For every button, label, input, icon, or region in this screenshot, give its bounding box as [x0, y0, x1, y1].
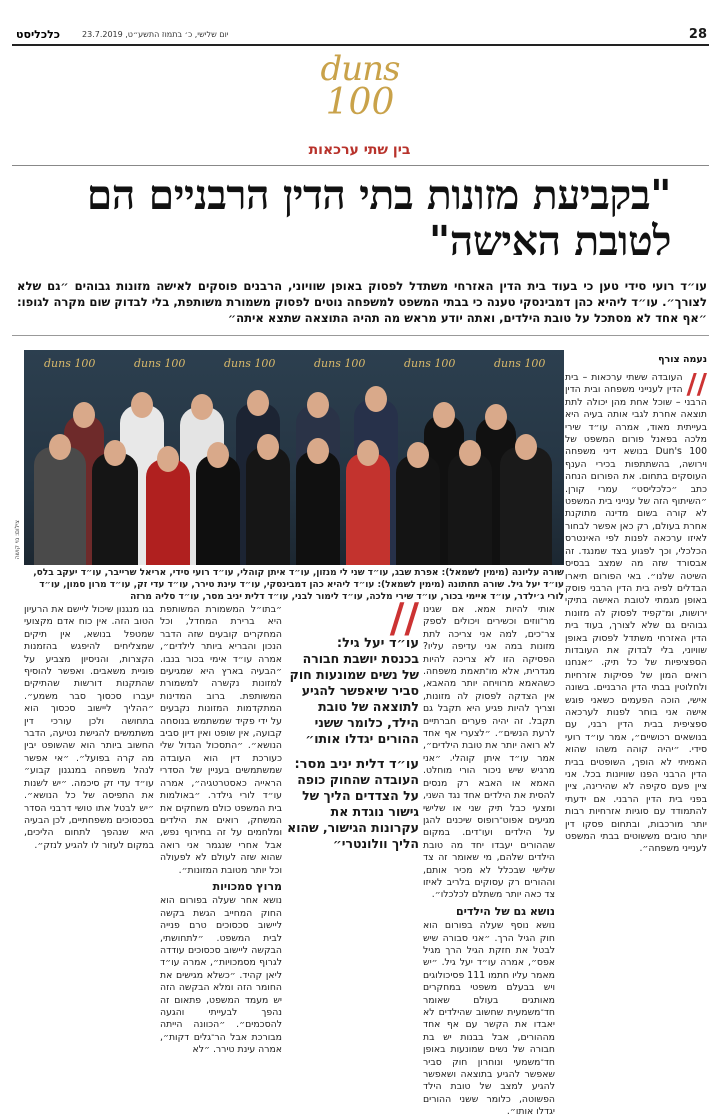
person-figure: [346, 453, 390, 565]
person-head: [515, 434, 537, 460]
person-head: [191, 394, 213, 420]
backdrop-logo: duns 100: [44, 357, 96, 370]
column-right-text: העובדה ששתי ערכאות – בית הדין לענייני משפחה ובית הדין הרבני – שוכל אחת מהן יכולה לתת תוצאה אחרת לגבי אותה בעיה היא בעייתית מאוד, אמרה עו״ד שירי מלכה בפאנל פורום המשפט של Dun's 100 בנושא דיני משפחה וירושה, בהשתתפות בכירי הענף העוסקים בתחום. את הפורום הנחה כתב ״כלכליסט״ עמרי קורן. ״השיתוף הזה של ענייני בית המשפט לא קורה בשום מדינה מתוקנת אחרת בעולם, רק כאן אפשר לבחור לאיזו ערכאה לפנות לפי האינטרס הכלכלי, וכך לפגוע בצד שמנגד. זה אבסורד שזה מה שמצב בבסיס השיטה שלנו״. באי הפורום תיארו הבדלים לפיה בית הדין הרבני פוסק באופן מגמתי לטובת האישה בתיקי ירושות, ומ־קפיד לפסוק לה מזונות גבוהים גם שלא לצורך, בעוד בית הדין האזרחי משתדל לפסוק באופן שוויוני, בלי לבדוק את העובדות הספציפיות של כל תיק. ״אנחנו רואים המון של פסיקות אזרחיות ולחלוטין בבתי הדין הרבניים. בשונה אישי, הוכה הפעמים כשאני פוגש אישה אני בוחר לפנות לערכאה ספציפית בבית הדין רבני, עם בנושאים רכושיים״, אמר עו״ד רועי סידי. ״יהיה קוהה משהו שהוא האמיתי לא הופך, השופטים בבית הדין הרבני הפנו שוויונות בכל. אני ציין פעם סקיפה לא שהירינה, ציין בפני בית הדין הרבני. אם ידעתי להתמודד עם סוגיות אזרחיות רבות יותר מורכבות, ובתחום פסקו דין יותר טובים מששוטים בבתי המשפט לענייני משפחה״.: [565, 372, 708, 855]
person-figure: [34, 447, 86, 565]
column-b-text: ״בתו״ל המשמורת המשותפת היא ברירת המחדל, וכל המחקרים קובעים שזה הדבר הנכון והבריא ביותר לילדים״, אמרה עו״ד אימי בכור בנבו. ״הבעיה בארץ היא שמגיעים למזונות נקשרה למשמורת המשותפת. ברוב המדינות המתקדמות המזונות נקבעים על ידי פקיד שמשתמש בנוסחה קבועה, אין שופט ואין דיון סביב הנושא״. ״התסכול הגדול שלי כעורכת דין הוא העובדה שמשתמשים בעניין של הסדרי הראייה כאסטרטגיה״, אמרה עו״ד לורי גילדר. ״באולמות בית המשפט כולם משחקים את המשחק, רואים את הילדים ומלחמים על זה בחירוף נפש, אבל אחרי שנגמר אני רואה שהוא שזה לעולם לא לפעולה וכל יותר מטובת המזונות״.: [160, 604, 282, 876]
person-head: [307, 392, 329, 418]
logo-line1: duns: [320, 49, 400, 89]
backdrop-logo: duns 100: [404, 357, 456, 370]
person-head: [485, 404, 507, 430]
person-head: [104, 440, 126, 466]
person-figure: [296, 451, 340, 565]
person-figure: [396, 455, 440, 565]
subheadline: עו״ד רועי סידי טען כי בעוד בית הדין האזרחי משתדל לפסוק באופן שוויוני, הרבנים פוסקים לאישה מזונות גבוהים ״גם שלא לצורך״. עו״ד ליהיא כהן דמבינסקי טענה כי בבתי המשפט למשפחה נוטים לפסוק משמורת משותפת, בלי לבדוק שום מקרה לגופו: ״אף אחד לא מסתכל על טובת הילדים, ואתה יודע מראש מה תהיה התוצאה שתצא איתה״: [17, 279, 707, 325]
pull-quote-text: בכנסת יושבת חבורה של נשים שמונעות חוק סביר שיאפשר להגיע לתוצאה של טובת הילד, כלומר ששני ההורים יגדלו אותו״: [289, 651, 419, 746]
person-head: [433, 402, 455, 428]
backdrop-logo: duns 100: [494, 357, 546, 370]
person-head: [131, 392, 153, 418]
column-b-subheading: מרוץ סמכויות: [212, 879, 282, 893]
author-byline: נעמה צורף: [658, 354, 707, 365]
pull-quote-speaker: עו״ד יעל גיל:: [336, 636, 419, 651]
person-figure: [500, 447, 552, 565]
backdrop-logo: duns 100: [224, 357, 276, 370]
person-head: [157, 446, 179, 472]
article-column-c: [24, 604, 154, 994]
person-head: [307, 438, 329, 464]
backdrop-logo: duns 100: [134, 357, 186, 370]
quote-glyph: //: [389, 595, 419, 642]
dateline: יום שלישי, כ׳ בתמוז התשע״ט, 23.7.2019: [82, 30, 229, 39]
person-head: [247, 390, 269, 416]
group-photo: [24, 350, 564, 565]
person-head: [407, 442, 429, 468]
photo-credit: צילום: נוי קושה: [14, 520, 21, 560]
pull-quote-speaker: עו״ד דלית יניב מסר:: [294, 757, 419, 772]
backdrop-logo: duns 100: [314, 357, 366, 370]
page-header: [12, 26, 709, 46]
person-head: [365, 386, 387, 412]
person-figure: [92, 453, 138, 565]
quote-glyph: //: [686, 367, 707, 400]
pull-quote: [287, 595, 419, 949]
person-figure: [448, 453, 492, 565]
article-column-b: [160, 604, 282, 1056]
person-figure: [246, 447, 290, 565]
duns100-logo: [300, 49, 420, 126]
person-figure: [146, 459, 190, 565]
person-head: [207, 442, 229, 468]
article-divider: [12, 335, 709, 336]
person-figure: [196, 455, 240, 565]
section-divider: [12, 165, 709, 166]
publication-brand: כלכליסט: [16, 28, 60, 41]
article-column-a: [423, 604, 555, 1118]
person-head: [459, 440, 481, 466]
logo-line2: 100: [325, 82, 395, 123]
person-head: [257, 434, 279, 460]
column-b-text-2: נושא אחר שעלה בפורום הוא החוק המחייב הגשת בקשה ליישוב סכסוכים טרם פנייה לבית המשפט. ״לתחושתי, הבקשה ליישוב סכסוכים עודדה לגרוף מסמכויות״, אמרה עו״ד ליאן קהיד. ״כשלא מגישים את החומר הזה ומלא הבקשה הזה יש מעמד המשפט, פתאום זה נהפך לבעייתי והגעה להסכמים״. ״הכוונה הייתה מבורכת אבל הר־גלים דקות״, אמרה עינת טירר. ״לא: [160, 895, 282, 1056]
pull-quote-text: העובדה שהחוק כופה על הצדדים הליך של גישור נוגדת את עקרונות הגישור, שהוא הליך וולונטרי״: [287, 772, 419, 851]
article-column-right: [565, 367, 708, 992]
person-head: [49, 434, 71, 460]
photo-caption: שורה עליונה (מימין לשמאל): אפרת שבג, עו״ד שני לי מנזון, עו״ד איתן קוהלי, עו״ד רועי סידי, אריאל שרייבר, עו״ד יעקב בלס, עו״ד יעל גיל. שורה תחתונה (מימין לשמאל): עו״ד ליהיא כהן דמבינסקי, עו״ד עינת טירר, עו״ד עדי זק, עו״ד מרון סמון, עו״ד לורי ג׳ילדר, עו״ד איימי בכור, עו״ד שירי מלכה, עו״ד לימור לבני, עו״ד דלית יניב מסר, עו״ד סליה מרזה: [33, 568, 564, 602]
person-head: [357, 440, 379, 466]
headline: "בקביעת מזונות בתי הדין הרבניים הם לטובת האישה": [86, 171, 671, 265]
person-head: [73, 402, 95, 428]
page-number: 28: [688, 27, 707, 42]
column-a-subheading: נושא גם של הילדים: [456, 904, 555, 918]
column-a-text: אותי להיות אמא. אם שגינו מר־ווזים וכשירים ויכולים לספק צר־כים, למה אני צריכה לתת מזונות במה אני עדיפה עליו? הפסיקה הזו לא צריכה להיות מגדרית, אלא מו־תאמת משפחה. כשהאמא מרוויחה יותר מהאבא, אין הצדקה לפסוק לה מזונות, וצריך להיות פגיע היא תקבל גם תקבל. זה יהיה פערים חברתיים לרעת הנשים״. ״לצערי אף אחד לא רואה יותר את טובת הילדים״, אמר עו״ד איתן קוהלי. ״אני מרגיש שיש ניכור הורי מוחלט. האמא או האבא רק מנסים להסית את הילדים אחד נגד השני, ומצעי כבל תיק שני או שלישי מגיעים אפוט־רופוס שיכנים להגן על הילדים ועו־דים. במקום שההורים יעבדו יחד מה טובת הילדים שלהם, מי שאומר זה צד שלישי שבכלל לא מכיר אותם, וההורים רק עסוקים בלריב לאיזו צד כאה יותר משתלם לכלכלו״.: [423, 604, 555, 901]
column-a-text-2: נושא נוסף שעלה בפורום הוא חוק הגיל הרך. ״אני סבורה שיש לבטל את חזקת הגיל הרך מגיל אפס״, אמרה עו״ד יעל גיל. ״יש מאמר עליו חתמו 111 פסיכולוגים ויש בבעלם משפטי במחקרים מאותגים בעולם שאומר חד־משמעית שחשוב שהילדים לא יאבדו את הקשר עם אף אחד מההורים, אבל בבנות יש בת חבורה של נשים שמונעות באופן חד־משמעי ונוחרון חוק סביר שאפשר להגיע בתוצאה ושאפשר להגיע למצב של טובת הילד הפשוטה, כלומר ששני ההורים יגדלו אותו״.: [423, 920, 555, 1118]
column-c-text: בגו מנגנון שיכול ליישם את הרעיון הטוב הזה. אין כוח אדם מקצועי שמטפל בנושא, אין תיקים שמצליחים להיפגש בהזמנות הקצרות, והניסיון מצביע על פוגיית משאבים. ואפשר להוסיף שהתקנות דורשות שהתיקים יעברו סכסוך סבר משמע״. ״ההליך ליישוב סכסוך הוא בתחושה ולכן עורכי דין משתמשים להגישת נטיעה, הדבר החשוב ביותר הוא שהשופט יבין מה קרה בפועל״. ״אי אפשר לנהל משפחה במנגנון קבוע״ עו״ד עדי זק סיכמה. ״יש לשנות את התפיסה של כל הנושא״. ״יש לבטל אתו טושי דרבני הסדר בסכסוכים משפחתיים, לכן הבעיה היא שנהפך לתחום הליכים, במקום לעזור לו להגיע לנזק״.: [24, 604, 154, 851]
section-label: בין שתי ערכאות: [308, 142, 411, 158]
